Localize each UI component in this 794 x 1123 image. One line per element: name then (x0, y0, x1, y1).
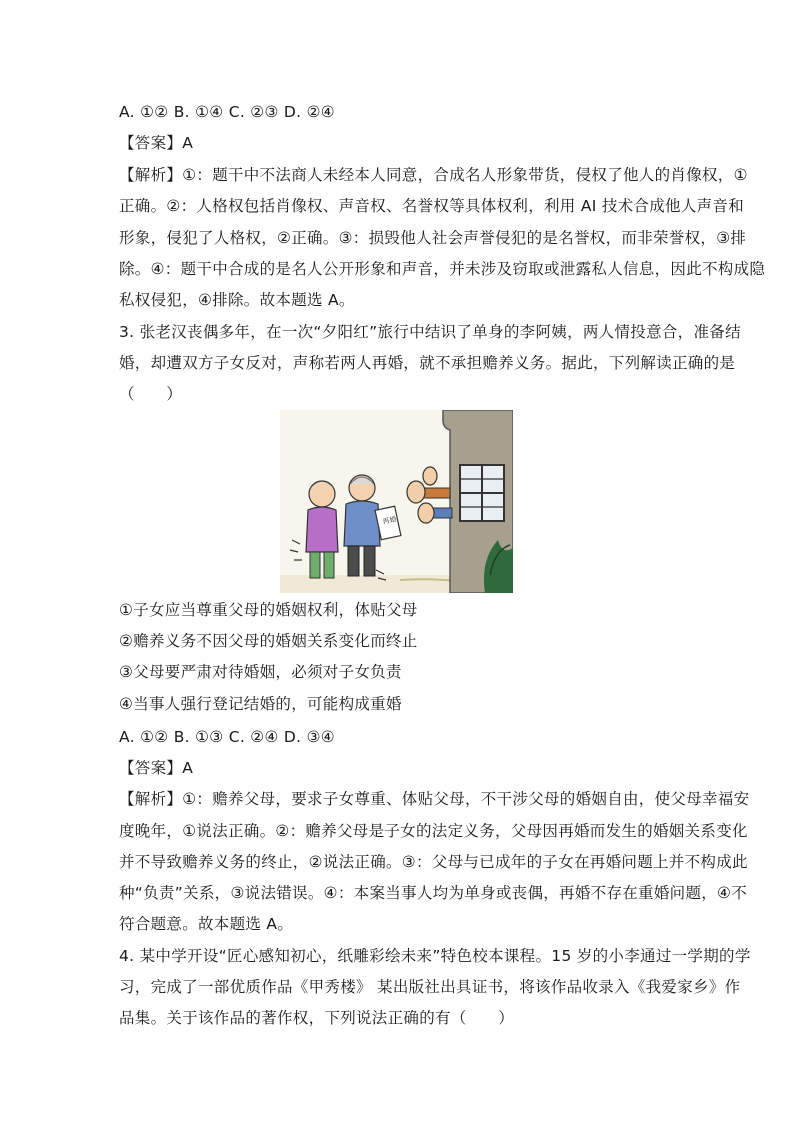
q3-options: A. ①② B. ①③ C. ②④ D. ③④ (119, 728, 335, 746)
elderly-couple-rejected-cartoon-icon (280, 410, 513, 593)
q3-analysis-line: 并不导致赡养义务的终止，②说法正确。③：父母与已成年的子女在再婚问题上并不构成此 (119, 853, 748, 871)
q2-analysis-line: 形象，侵犯了人格权，②正确。③：损毁他人社会声誉侵犯的是名誉权，而非荣誉权，③排 (119, 229, 747, 247)
q2-analysis-line: 除。④：题干中合成的是名人公开形象和声音，并未涉及窃取或泄露私人信息，因此不构成隐 (119, 260, 766, 278)
q2-answer: 【答案】A (119, 134, 194, 152)
q3-analysis-line: 【解析】①：赡养父母，要求子女尊重、体贴父母，不干涉父母的婚姻自由，使父母幸福安 (119, 790, 750, 808)
q2-options: A. ①② B. ①④ C. ②③ D. ②④ (119, 103, 335, 121)
q4-stem-line: 品集。关于该作品的著作权，下列说法正确的有（ ） (119, 1009, 515, 1027)
q4-stem-line: 4. 某中学开设“匠心感知初心，纸雕彩绘未来”特色校本课程。15 岁的小李通过一学期的学 (119, 947, 751, 965)
q3-statement: ②赡养义务不因父母的婚姻关系变化而终止 (119, 632, 418, 650)
q3-stem-line: 婚，却遭双方子女反对，声称若两人再婚，就不承担赡养义务。据此，下列解读正确的是 (119, 354, 736, 372)
q3-answer: 【答案】A (119, 759, 194, 777)
q3-analysis-line: 种“负责”关系，③说法错误。④：本案当事人均为单身或丧偶，再婚不存在重婚问题，④不 (119, 884, 748, 902)
q3-analysis-line: 符合题意。故本题选 A。 (119, 915, 294, 933)
q3-analysis-line: 度晚年，①说法正确。②：赡养父母是子女的法定义务，父母因再婚而发生的婚姻关系变化 (119, 822, 748, 840)
q2-analysis-line: 【解析】①：题干中不法商人未经本人同意，合成名人形象带货，侵权了他人的肖像权，① (119, 166, 748, 184)
paper-text: 再婚 (381, 515, 398, 526)
q3-statement: ④当事人强行登记结婚的，可能构成重婚 (119, 695, 402, 713)
q2-analysis-line: 正确。②：人格权包括肖像权、声音权、名誉权等具体权利，利用 AI 技术合成他人声音和 (119, 197, 745, 215)
q3-stem-line: 3. 张老汉丧偶多年，在一次“夕阳红”旅行中结识了单身的李阿姨，两人情投意合，准备结 (119, 323, 741, 341)
q2-analysis-line: 私权侵犯，④排除。故本题选 A。 (119, 291, 355, 309)
q3-stem-line: （ ） (119, 385, 183, 403)
q3-statement: ①子女应当尊重父母的婚姻权利，体贴父母 (119, 601, 418, 619)
q3-statement: ③父母要严肃对待婚姻，必须对子女负责 (119, 663, 402, 681)
q4-stem-line: 习，完成了一部优质作品《甲秀楼》 某出版社出具证书，将该作品收录入《我爱家乡》作 (119, 978, 741, 996)
